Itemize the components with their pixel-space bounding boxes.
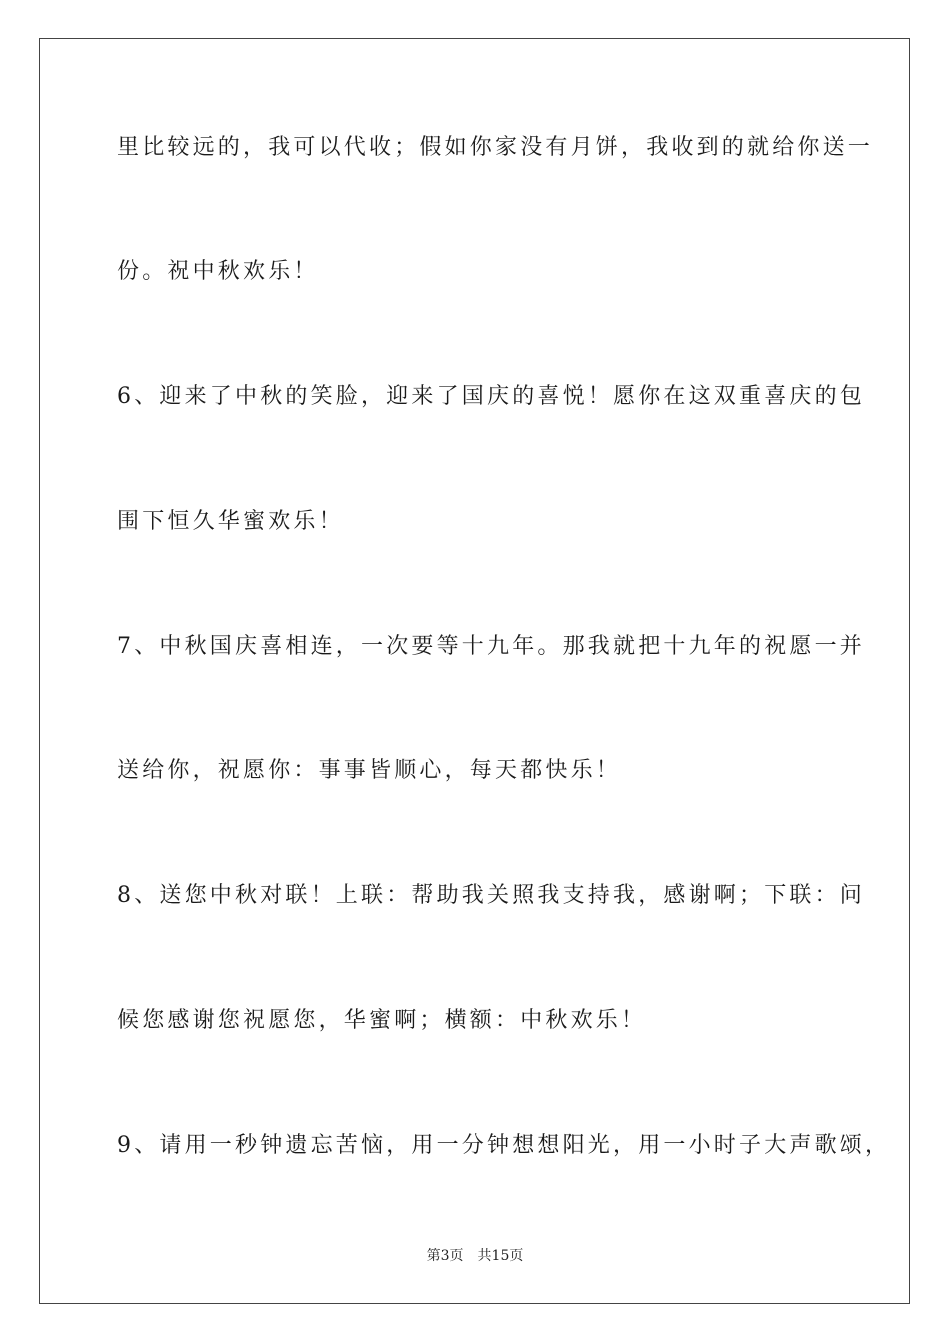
text-line-9: 9、请用一秒钟遗忘苦恼，用一分钟想想阳光，用一小时子大声歌颂，	[117, 1133, 891, 1158]
text-line-8: 候您感谢您祝愿您，华蜜啊；横额：中秋欢乐！	[117, 1008, 647, 1033]
page-total: 共15页	[477, 1248, 524, 1264]
text-line-6: 送给你，祝愿你：事事皆顺心，每天都快乐！	[117, 758, 622, 783]
text-line-1: 里比较远的，我可以代收；假如你家没有月饼，我收到的就给你送一	[117, 135, 874, 160]
text-line-4: 围下恒久华蜜欢乐！	[117, 509, 344, 534]
page-border	[39, 38, 910, 1304]
text-line-7: 8、送您中秋对联！上联：帮助我关照我支持我，感谢啊；下联：问	[117, 883, 865, 908]
text-line-5: 7、中秋国庆喜相连，一次要等十九年。那我就把十九年的祝愿一并	[117, 634, 865, 659]
text-line-3: 6、迎来了中秋的笑脸，迎来了国庆的喜悦！愿你在这双重喜庆的包	[117, 384, 865, 409]
page-footer	[0, 1246, 950, 1266]
page-number: 第3页	[426, 1248, 464, 1264]
text-line-2: 份。祝中秋欢乐！	[117, 259, 319, 284]
